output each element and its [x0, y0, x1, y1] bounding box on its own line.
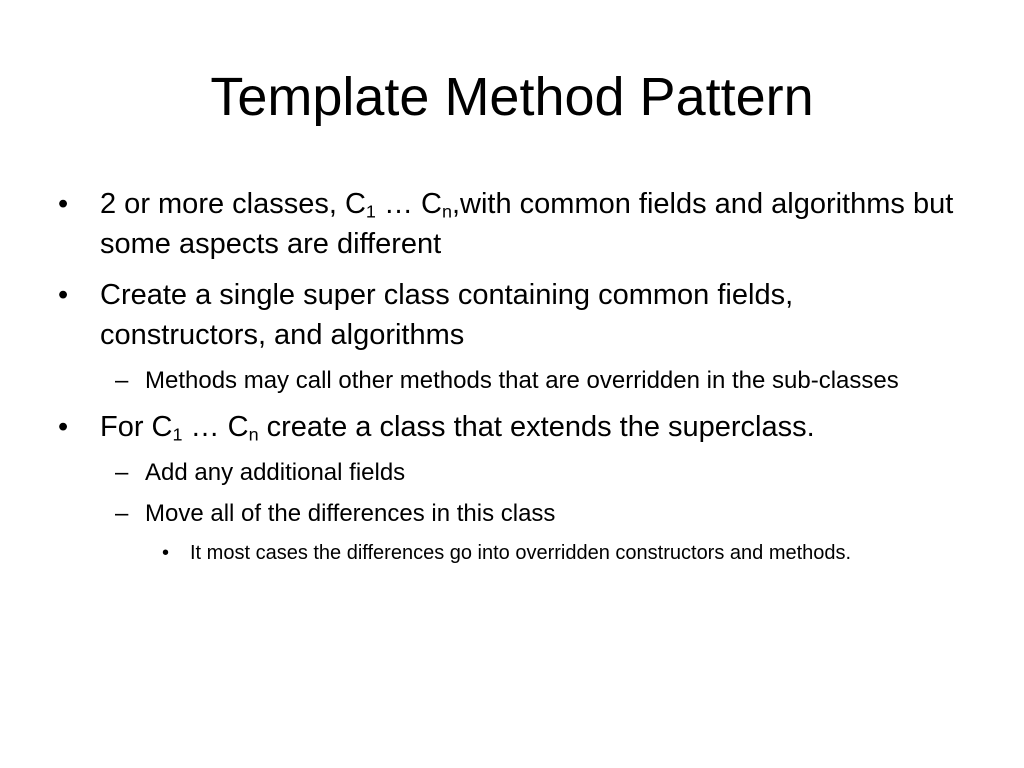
- sub-bullet-item: [58, 363, 958, 399]
- slide-body: [58, 184, 958, 568]
- bullet-text: Create a single super class containing common fields, constructors, and algorithms: [100, 279, 794, 351]
- bullet-text-part: 2 or more classes, C: [100, 188, 366, 220]
- bullet-text-part: … C: [182, 411, 249, 443]
- bullet-marker: •: [162, 542, 170, 564]
- sub-sub-bullet-text: It most cases the differences go into overridden constructors and methods.: [190, 542, 852, 564]
- bullet-text-part: create a class that extends the superclass.: [258, 411, 815, 443]
- sub-bullet-item: [58, 496, 958, 532]
- subscript: 1: [172, 424, 183, 445]
- subscript: n: [441, 201, 452, 222]
- bullet-item: [58, 184, 958, 264]
- bullet-item: [58, 407, 958, 447]
- bullet-text: [100, 188, 953, 260]
- bullet-text-part: ,with common fields and algorithms but some aspects are different: [100, 188, 954, 260]
- bullet-item: [58, 275, 958, 355]
- dash-marker: –: [115, 367, 129, 394]
- sub-bullet-text: Add any additional fields: [145, 459, 406, 486]
- sub-sub-bullet-item: [58, 538, 958, 568]
- bullet-text-part: … C: [375, 188, 442, 220]
- dash-marker: –: [115, 500, 129, 527]
- subscript: 1: [365, 201, 376, 222]
- bullet-marker: •: [58, 279, 69, 311]
- bullet-marker: •: [58, 411, 69, 443]
- subscript: n: [248, 424, 259, 445]
- sub-bullet-text: Move all of the differences in this class: [145, 500, 556, 527]
- sub-bullet-text: Methods may call other methods that are overridden in the sub-classes: [145, 367, 899, 394]
- bullet-marker: •: [58, 188, 69, 220]
- bullet-text-part: For C: [100, 411, 173, 443]
- dash-marker: –: [115, 459, 129, 486]
- sub-bullet-item: [58, 455, 958, 491]
- bullet-text: [100, 411, 815, 443]
- slide-title: Template Method Pattern: [210, 67, 814, 127]
